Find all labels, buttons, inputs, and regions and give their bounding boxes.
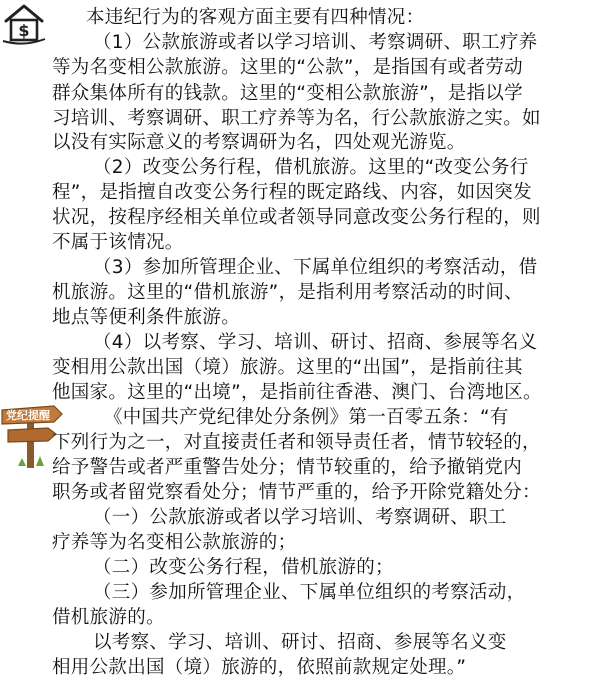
- text-line: 变相用公款出国（境）旅游。这里的“出国”，是指前往其: [52, 357, 523, 378]
- text-line: （三）参加所管理企业、下属单位组织的考察活动，: [93, 582, 526, 603]
- text-line: 程”，是指擅自改变公务行程的既定路线、内容，如因突发: [52, 182, 532, 203]
- text-line: （二）改变公务行程，借机旅游的；: [93, 557, 394, 578]
- text-line: 本违纪行为的客观方面主要有四种情况：: [86, 7, 425, 28]
- text-line: 相用公款出国（境）旅游的，依照前款规定处理。”: [52, 657, 467, 678]
- text-line: （2）改变公务行程，借机旅游。这里的“改变公务行: [93, 157, 529, 178]
- text-line: 以没有实际意义的考察调研为名，四处观光游览。: [52, 132, 466, 153]
- text-line: 借机旅游的。: [52, 607, 165, 628]
- text-line: 以考察、学习、培训、研讨、招商、参展等名义变: [93, 632, 507, 653]
- text-line: （4）以考察、学习、培训、研讨、招商、参展等名义: [93, 332, 538, 353]
- text-line: 群众集体所有的钱款。这里的“变相公款旅游”，是指以学: [52, 83, 523, 104]
- text-line: 职务或者留党察看处分；情节严重的，给予开除党籍处分：: [52, 482, 541, 503]
- text-line: 《中国共产党纪律处分条例》第一百零五条：“有: [104, 407, 509, 428]
- text-line: 给予警告或者严重警告处分；情节较重的，给予撤销党内: [52, 457, 523, 478]
- text-line: 习培训、考察调研、职工疗养等为名，行公款旅游之实。如: [52, 108, 541, 129]
- text-line: （3）参加所管理企业、下属单位组织的考察活动，借: [93, 257, 538, 278]
- text-line: 他国家。这里的“出境”，是指前往香港、澳门、台湾地区。: [52, 382, 542, 403]
- text-line: 下列行为之一，对直接责任者和领导责任者，情节较轻的，: [52, 432, 541, 453]
- house-dollar-icon: [2, 1, 46, 45]
- text-line: 疗养等为名变相公款旅游的；: [52, 532, 297, 553]
- text-line: （一）公款旅游或者以学习培训、考察调研、职工: [93, 507, 507, 528]
- svg-text:$: $: [18, 21, 30, 40]
- text-line: 状况，按程序经相关单位或者领导同意改变公务行程的，则: [52, 207, 541, 228]
- text-line: 机旅游。这里的“借机旅游”，是指利用考察活动的时间、: [52, 282, 523, 303]
- text-line: （1）公款旅游或者以学习培训、考察调研、职工疗养: [93, 32, 538, 53]
- text-line: 不属于该情况。: [52, 232, 184, 253]
- text-line: 地点等便利条件旅游。: [52, 307, 241, 328]
- text-line: 等为名变相公款旅游。这里的“公款”，是指国有或者劳动: [52, 57, 523, 78]
- signpost-label: 党纪提醒: [6, 409, 50, 422]
